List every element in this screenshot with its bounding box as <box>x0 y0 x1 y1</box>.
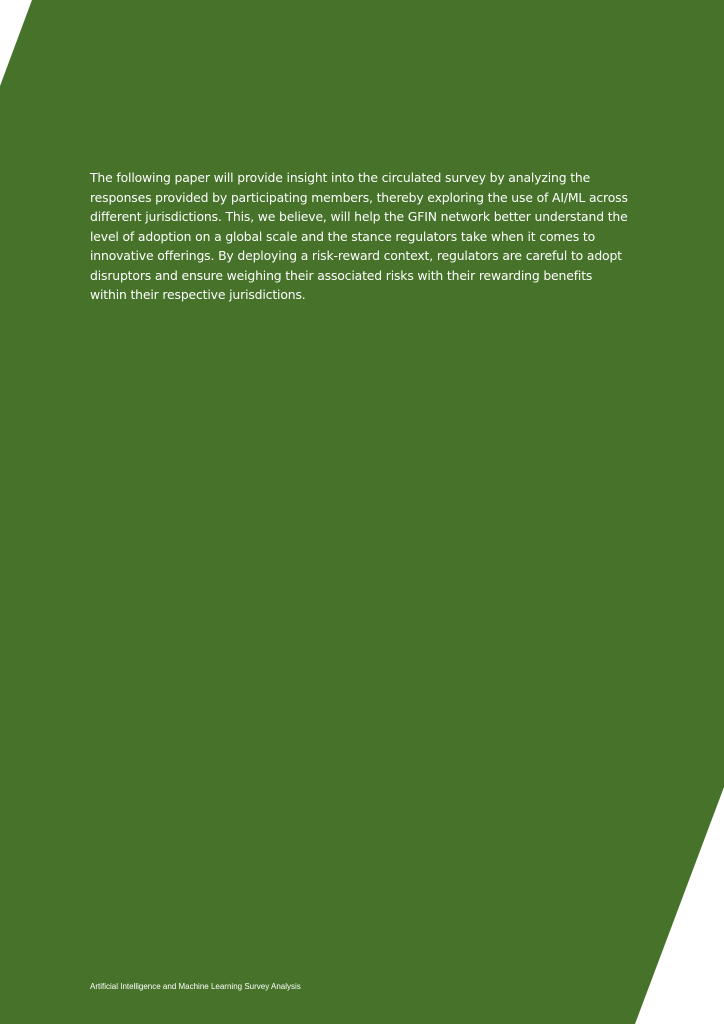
intro-paragraph: The following paper will provide insight into the circulated survey by analyzing the responses provided by participating members, thereby exploring the use of AI/ML across different jurisdictions. This, we believe, will help the GFIN network better understand the level of adoption on a global scale and the stance regulators take when it comes to innovative offerings. By deploying a risk-reward context, regulators are careful to adopt disruptors and ensure weighing their associated risks with their rewarding benefits within their respective jurisdictions. <box>90 170 628 302</box>
footer-document-title: Artificial Intelligence and Machine Learning Survey Analysis <box>90 982 301 991</box>
page-number: 4 <box>683 982 688 991</box>
